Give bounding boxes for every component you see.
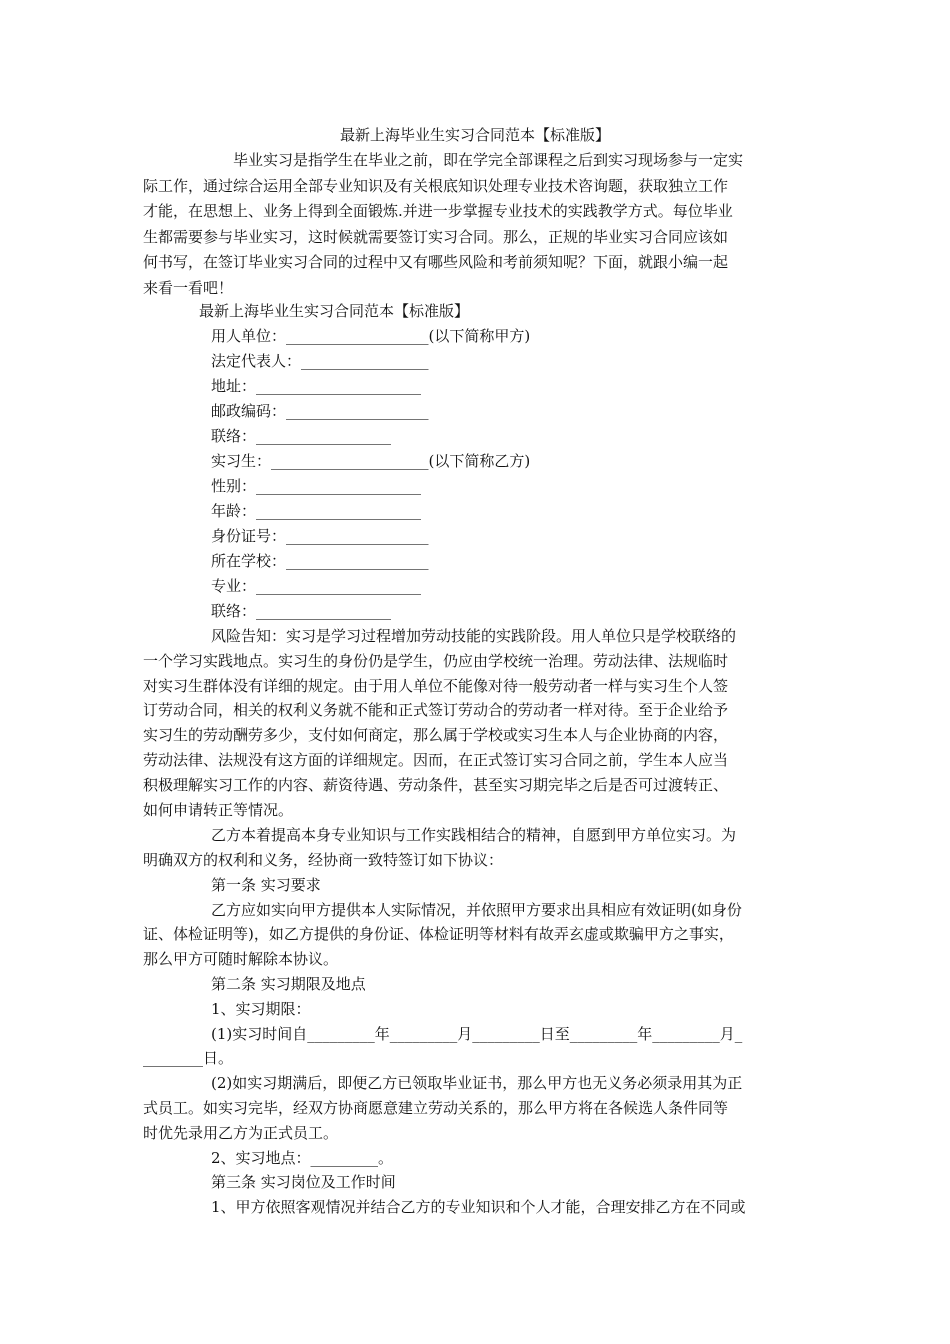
form-field: 用人单位：___________________(以下简称甲方) bbox=[211, 327, 531, 345]
form-field: 法定代表人：_________________ bbox=[211, 352, 429, 370]
form-field: 性别：______________________ bbox=[211, 477, 422, 495]
intro-line: 才能，在思想上、业务上得到全面锻炼.并进一步掌握专业技术的实践教学方式。每位毕业 bbox=[143, 202, 733, 220]
form-field: 所在学校：___________________ bbox=[211, 552, 429, 570]
agreement-line: 明确双方的权利和义务，经协商一致特签订如下协议： bbox=[143, 851, 504, 869]
article-2-item: 2、实习地点：_________。 bbox=[211, 1149, 394, 1167]
article-2-item-line: (2)如实习期满后，即便乙方已领取毕业证书，那么甲方也无义务必须录用其为正 bbox=[211, 1074, 743, 1092]
article-2-item-line: 时优先录用乙方为正式员工。 bbox=[143, 1124, 339, 1142]
intro-line: 来看一看吧！ bbox=[143, 279, 234, 297]
form-field: 联络：__________________ bbox=[211, 602, 392, 620]
risk-line: 实习生的劳动酬劳多少，支付如何商定，那么属于学校或实习生本人与企业协商的内容， bbox=[143, 726, 729, 744]
article-3-title: 第三条 实习岗位及工作时间 bbox=[211, 1173, 396, 1191]
form-field: 身份证号：___________________ bbox=[211, 527, 429, 545]
form-field: 年龄：______________________ bbox=[211, 502, 422, 520]
form-field: 地址：______________________ bbox=[211, 377, 422, 395]
risk-line: 劳动法律、法规没有这方面的详细规定。因而，在正式签订实习合同之前，学生本人应当 bbox=[143, 751, 729, 769]
risk-line: 一个学习实践地点。实习生的身份仍是学生，仍应由学校统一治理。劳动法律、法规临时 bbox=[143, 652, 729, 670]
agreement-line: 乙方本着提高本身专业知识与工作实践相结合的精神，自愿到甲方单位实习。为 bbox=[211, 826, 737, 844]
article-2-item: 1、实习期限： bbox=[211, 1000, 311, 1018]
article-1-line: 乙方应如实向甲方提供本人实际情况，并依照甲方要求出具相应有效证明(如身份 bbox=[211, 901, 742, 919]
document-title: 最新上海毕业生实习合同范本【标准版】 bbox=[339, 126, 610, 144]
form-field: 邮政编码：___________________ bbox=[211, 402, 429, 420]
intro-line: 际工作，通过综合运用全部专业知识及有关根底知识处理专业技术咨询题，获取独立工作 bbox=[143, 177, 729, 195]
risk-line: 订劳动合同，相关的权利义务就不能和正式签订劳动合的劳动者一样对待。至于企业给予 bbox=[143, 701, 729, 719]
form-field: 联络：__________________ bbox=[211, 427, 392, 445]
article-2-item-line: (1)实习时间自_________年_________月_________日至_________年_________月_ bbox=[211, 1025, 743, 1043]
form-field: 专业：______________________ bbox=[211, 577, 422, 595]
article-1-title: 第一条 实习要求 bbox=[211, 876, 321, 894]
risk-line: 积极理解实习工作的内容、薪资待遇、劳动条件，甚至实习期完毕之后是否可过渡转正、 bbox=[143, 776, 729, 794]
article-2-item-line: 式员工。如实习完毕，经双方协商愿意建立劳动关系的，那么甲方将在各候选人条件同等 bbox=[143, 1099, 729, 1117]
article-1-line: 证、体检证明等)，如乙方提供的身份证、体检证明等材料有故弄玄虚或欺骗甲方之事实， bbox=[143, 925, 734, 943]
article-3-item: 1、甲方依照客观情况并结合乙方的专业知识和个人才能，合理安排乙方在不同或 bbox=[211, 1198, 746, 1216]
intro-line: 生都需要参与毕业实习，这时候就需要签订实习合同。那么，正规的毕业实习合同应该如 bbox=[143, 228, 729, 246]
intro-line: 何书写，在签订毕业实习合同的过程中又有哪些风险和考前须知呢？下面，就跟小编一起 bbox=[143, 253, 729, 271]
risk-line: 如何申请转正等情况。 bbox=[143, 801, 294, 819]
intro-line: 毕业实习是指学生在毕业之前，即在学完全部课程之后到实习现场参与一定实 bbox=[233, 151, 744, 169]
article-2-item-line: ________日。 bbox=[143, 1049, 234, 1067]
risk-line: 对实习生群体没有详细的规定。由于用人单位不能像对待一般劳动者一样与实习生个人签 bbox=[143, 677, 729, 695]
form-field: 实习生：_____________________(以下简称乙方) bbox=[211, 452, 531, 470]
risk-line: 风险告知：实习是学习过程增加劳动技能的实践阶段。用人单位只是学校联络的 bbox=[211, 627, 737, 645]
subtitle: 最新上海毕业生实习合同范本【标准版】 bbox=[199, 302, 470, 320]
article-1-line: 那么甲方可随时解除本协议。 bbox=[143, 950, 339, 968]
article-2-title: 第二条 实习期限及地点 bbox=[211, 975, 366, 993]
